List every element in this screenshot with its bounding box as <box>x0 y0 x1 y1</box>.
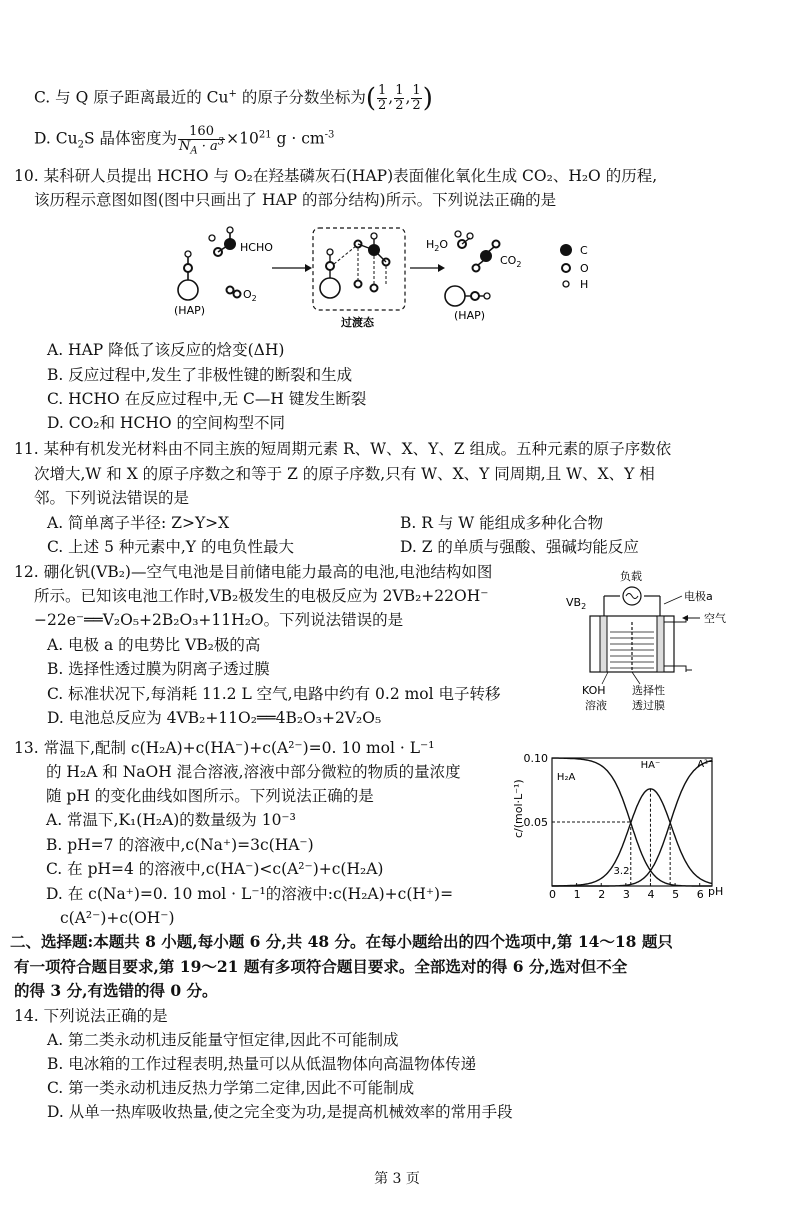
series-label-ha: HA⁻ <box>640 760 661 772</box>
q12-option-d: D. 电池总反应为 4VB₂+11O₂══4B₂O₃+2V₂O₅ <box>47 709 382 727</box>
x-tick-label: 6 <box>696 888 704 901</box>
co2-label: $CO_2$ <box>500 254 522 269</box>
q11-stem-line1: 11. 某种有机发光材料由不同主族的短周期元素 R、W、X、Y、Z 组成。五种元素的原子序数依 <box>14 440 672 458</box>
transition-state-label: 过渡态 <box>341 316 374 329</box>
section2-heading-line1: 二、选择题:本题共 8 小题,每小题 6 分,共 48 分。在每小题给出的四个选项中,第 14～18 题只 <box>10 932 673 951</box>
q11-option-a: A. 简单离子半径: Z>Y>X <box>47 514 230 532</box>
q14-option-a: A. 第二类永动机违反能量守恒定律,因此不可能制成 <box>47 1031 399 1049</box>
electrode-a <box>657 616 664 672</box>
o2-molecule <box>227 287 257 304</box>
hcho-molecule <box>209 227 273 256</box>
q10-option-c: C. HCHO 在反应过程中,无 C—H 键发生断裂 <box>47 390 367 408</box>
q13-option-a: A. 常温下,K₁(H₂A)的数量级为 10⁻³ <box>46 811 296 829</box>
legend-oxygen: O <box>580 262 589 275</box>
q10-option-a: A. HAP 降低了该反应的焓变(ΔH) <box>47 341 285 359</box>
x-tick-label: 4 <box>647 888 655 901</box>
q9-option-d: D. $Cu_2S$ 晶体密度为 $\frac{160}{N_A \cdot a^3}$ $\times 10^{21}$ $g \cdot cm^{-3}$ <box>34 124 335 157</box>
y-axis-label: c/(mol·L⁻¹) <box>512 779 525 838</box>
series-line-2 <box>552 758 714 887</box>
q12-stem-line2: 所示。已知该电池工作时,VB₂极发生的电极反应为 2VB₂+22OH⁻ <box>34 587 489 605</box>
q10-reaction-diagram <box>160 222 630 330</box>
q13-concentration-chart <box>506 748 736 910</box>
koh-label-2: 溶液 <box>585 699 607 712</box>
q13-stem-line1: 13. 常温下,配制 c(H₂A)+c(HA⁻)+c(A²⁻)=0. 10 mol · L⁻¹ <box>14 739 435 757</box>
annotation-pka1: 3.2 <box>613 866 630 877</box>
series-label-h2a: H₂A <box>556 771 576 783</box>
q12-battery-diagram <box>560 566 792 714</box>
q12-option-a: A. 电极 a 的电势比 VB₂极的高 <box>47 636 261 654</box>
air-label: 空气 <box>704 612 726 625</box>
q10-stem-line1: 10. 某科研人员提出 HCHO 与 O₂在羟基磷灰石(HAP)表面催化氧化生成 CO₂、H₂O 的历程, <box>14 167 658 185</box>
legend-carbon: C <box>580 244 588 257</box>
hap-label-right: (HAP) <box>454 309 486 322</box>
h2o-molecule <box>426 231 473 253</box>
hap-label-left: (HAP) <box>174 304 206 317</box>
x-tick-label: 2 <box>598 888 606 901</box>
hcho-label: HCHO <box>240 241 273 254</box>
section2-heading-line2: 有一项符合题目要求,第 19～21 题有多项符合题目要求。全部选对的得 6 分,选对但不全 <box>14 957 628 976</box>
load-label: 负载 <box>620 570 642 583</box>
q10-option-b: B. 反应过程中,发生了非极性键的断裂和生成 <box>47 366 353 384</box>
membrane-label-2: 透过膜 <box>632 699 665 712</box>
q14-option-b: B. 电冰箱的工作过程表明,热量可以从低温物体向高温物体传递 <box>47 1055 477 1073</box>
x-tick-label: 1 <box>573 888 581 901</box>
h2o-label: $H_2O$ <box>426 238 449 253</box>
atom-legend <box>560 244 589 291</box>
q10-option-d: D. CO₂和 HCHO 的空间构型不同 <box>47 414 285 432</box>
q10-stem-line2: 该历程示意图如图(图中只画出了 HAP 的部分结构)所示。下列说法正确的是 <box>34 191 557 209</box>
page-number: 第 3 页 <box>374 1171 420 1187</box>
x-axis-label: pH <box>708 885 724 898</box>
q9-option-c: C. 与 Q 原子距离最近的 Cu+ 的原子分数坐标为( $\frac{1}{2}$ , $\frac{1}{2}$ , $\frac{1}{2}$ ) <box>34 83 433 114</box>
koh-label-1: KOH <box>582 684 606 697</box>
q13-option-d-line1: D. 在 c(Na⁺)=0. 10 mol · L⁻¹的溶液中:c(H₂A)+c(H⁺)= <box>46 885 454 903</box>
q12-option-c: C. 标准状况下,每消耗 11.2 L 空气,电路中约有 0.2 mol 电子转移 <box>47 685 501 703</box>
vb2-electrode <box>600 616 607 672</box>
y-tick-label: 0.10 <box>523 752 548 765</box>
q14-option-c: C. 第一类永动机违反热力学第二定律,因此不可能制成 <box>47 1079 415 1097</box>
y-tick-label: 0.05 <box>523 816 548 829</box>
section2-heading-line3: 的得 3 分,有选错的得 0 分。 <box>14 981 218 1000</box>
q12-stem-line3: −22e⁻══V₂O₅+2B₂O₃+11H₂O。下列说法错误的是 <box>34 611 404 629</box>
q13-stem-line2: 的 H₂A 和 NaOH 混合溶液,溶液中部分微粒的物质的量浓度 <box>46 763 461 781</box>
q13-option-b: B. pH=7 的溶液中,c(Na⁺)=3c(HA⁻) <box>46 836 314 854</box>
q11-stem-line3: 邻。下列说法错误的是 <box>34 489 190 507</box>
q12-option-b: B. 选择性透过膜为阴离子透过膜 <box>47 660 270 678</box>
hap-right <box>445 286 490 322</box>
x-tick-label: 5 <box>672 888 680 901</box>
q13-stem-line3: 随 pH 的变化曲线如图所示。下列说法正确的是 <box>46 787 374 805</box>
q11-option-d: D. Z 的单质与强酸、强碱均能反应 <box>400 538 639 556</box>
q11-stem-line2: 次增大,W 和 X 的原子序数之和等于 Z 的原子序数,只有 W、X、Y 同周期,且 W、X、Y 相 <box>34 465 655 483</box>
transition-state-box <box>313 228 405 329</box>
q13-option-c: C. 在 pH=4 的溶液中,c(HA⁻)<c(A²⁻)+c(H₂A) <box>46 860 384 878</box>
legend-hydrogen: H <box>580 278 589 291</box>
hap-left <box>174 251 205 317</box>
series-line-1 <box>552 789 712 886</box>
o2-label: $O_2$ <box>243 288 257 303</box>
q11-option-b: B. R 与 W 能组成多种化合物 <box>400 514 604 532</box>
vb2-electrode-label: $VB_2$ <box>566 596 587 611</box>
membrane-label-1: 选择性 <box>632 684 665 697</box>
series-label-a2: A²⁻ <box>697 758 714 770</box>
q14-option-d: D. 从单一热库吸收热量,使之完全变为功,是提高机械效率的常用手段 <box>47 1103 513 1121</box>
electrode-a-label: 电极a <box>684 590 713 603</box>
q14-stem: 14. 下列说法正确的是 <box>14 1007 168 1025</box>
q13-option-d-line2: c(A²⁻)+c(OH⁻) <box>60 909 175 927</box>
x-tick-label: 0 <box>549 888 556 901</box>
q12-stem-line1: 12. 硼化钒(VB₂)—空气电池是目前储电能力最高的电池,电池结构如图 <box>14 563 493 581</box>
x-tick-label: 3 <box>622 888 630 901</box>
q11-option-c: C. 上述 5 种元素中,Y 的电负性最大 <box>47 538 294 556</box>
co2-molecule <box>473 241 522 272</box>
